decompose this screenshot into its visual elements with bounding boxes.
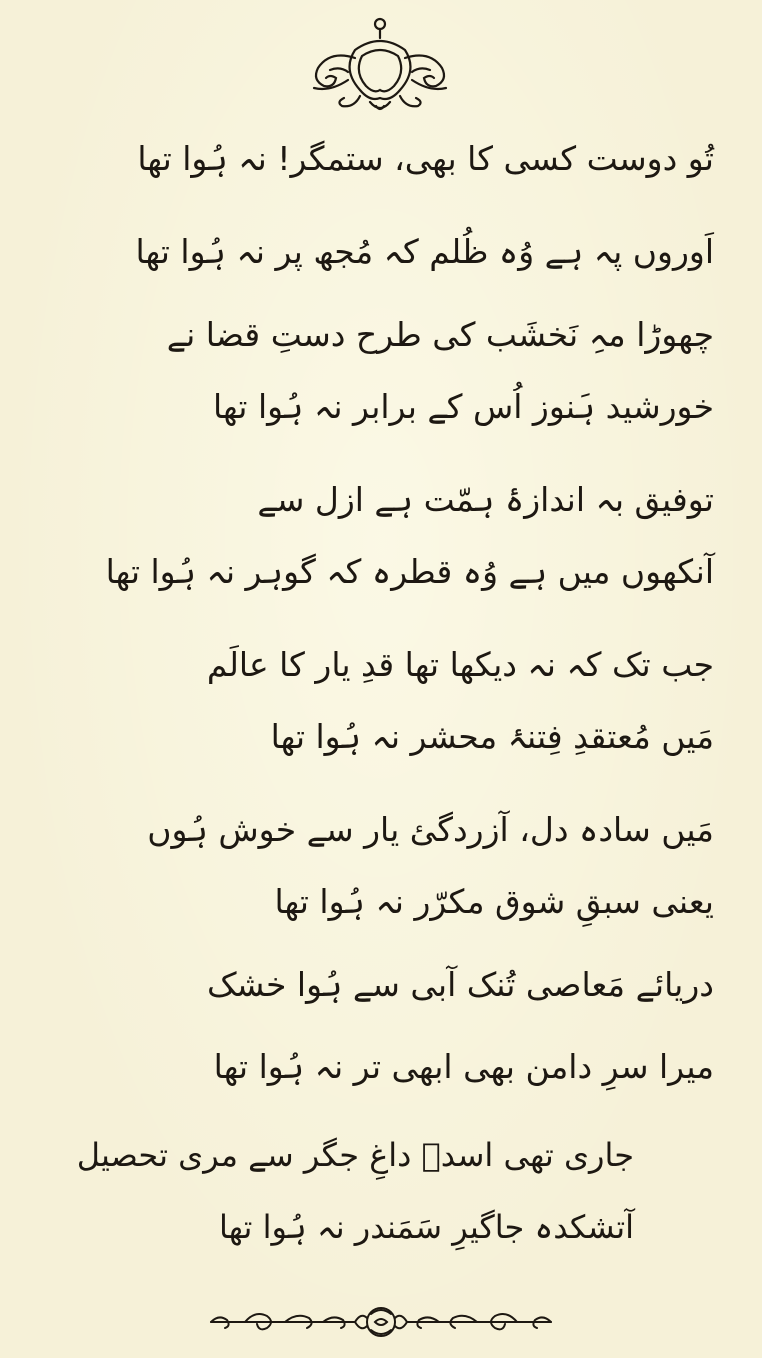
- top-ornament: [300, 10, 460, 120]
- verse-2-line-2: خورشید ہَنوز اُس کے برابر نہ ہُوا تھا: [213, 387, 714, 426]
- verse-6-line-2: میرا سرِ دامن بھی ابھی تر نہ ہُوا تھا: [213, 1047, 714, 1086]
- verse-1-line-2: اَوروں پہ ہے وُہ ظُلم کہ مُجھ پر نہ ہُوا تھا: [135, 232, 714, 271]
- maqta-line-1: جاری تھی اسدؔ داغِ جگر سے مری تحصیل: [76, 1136, 634, 1174]
- maqta-line-2: آتشکدہ جاگیرِ سَمَندر نہ ہُوا تھا: [219, 1208, 634, 1246]
- verse-1-line-1: تُو دوست کسی کا بھی، ستمگر! نہ ہُوا تھا: [137, 139, 714, 178]
- verse-5-line-2: یعنی سبقِ شوق مکرّر نہ ہُوا تھا: [274, 882, 714, 921]
- verse-3-line-1: توفیق بہ اندازۂ ہمّت ہے ازل سے: [257, 480, 714, 519]
- verse-5-line-1: مَیں سادہ دل، آزردگئ یار سے خوش ہُوں: [147, 810, 714, 849]
- bottom-ornament: [205, 1298, 557, 1342]
- verse-4-line-1: جب تک کہ نہ دیکھا تھا قدِ یار کا عالَم: [206, 645, 714, 684]
- verse-3-line-2: آنکھوں میں ہے وُہ قطرہ کہ گوہر نہ ہُوا تھا: [105, 552, 714, 591]
- verse-4-line-2: مَیں مُعتقدِ فِتنۂ محشر نہ ہُوا تھا: [270, 717, 714, 756]
- verse-2-line-1: چھوڑا مہِ نَخشَب کی طرح دستِ قضا نے: [166, 315, 714, 354]
- verse-6-line-1: دریائے مَعاصی تُنک آبی سے ہُوا خشک: [207, 965, 714, 1004]
